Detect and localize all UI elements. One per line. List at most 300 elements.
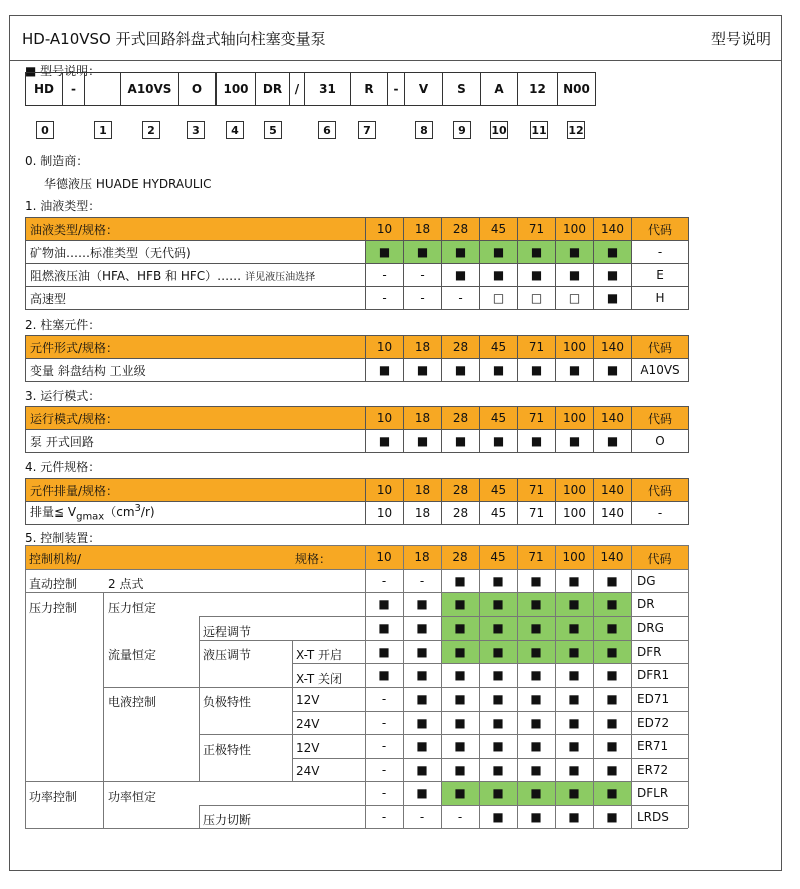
code-cell: ED71 [637,692,670,706]
document-header [10,16,781,61]
cell: ■ [404,241,442,264]
size-header: 100 [562,550,586,564]
size-header: 18 [404,479,442,502]
table-row [26,241,689,264]
size-header: 45 [480,218,518,241]
grid-line [365,616,688,617]
row-label [26,287,366,310]
code-cell: LRDS [637,810,669,824]
grid-line [365,663,688,664]
table-row [26,430,689,453]
cell: ■ [568,739,580,753]
cell: ■ [442,241,480,264]
header-label: 运行模式/规格： [26,407,366,430]
cell: - [404,287,442,310]
cell: □ [556,287,594,310]
size-header: 140 [594,218,632,241]
size-header: 71 [518,336,556,359]
label-remote: 远程调节 [203,625,252,639]
section-3-title: 3. 运行模式： [25,389,101,403]
cell: ■ [606,645,618,659]
grid-line [365,758,688,759]
grid-line [631,545,632,828]
size-header: 10 [366,218,404,241]
grid-line [292,663,365,664]
cell: - [419,574,425,588]
cell: ■ [530,763,542,777]
model-code-cell: 31 [304,72,351,106]
model-code-cell [84,72,121,106]
size-header: 45 [480,479,518,502]
grid-line [25,828,365,829]
grid-line [25,781,365,782]
model-code-cell: 100 [216,72,256,106]
size-header: 71 [518,218,556,241]
label-xt-open: X-T 开启 [296,648,342,662]
cell: ■ [530,597,542,611]
control-device-table [25,545,688,828]
cell: ■ [454,763,466,777]
table-header-row [26,218,689,241]
cell: ■ [594,359,632,382]
code-cell: - [632,502,689,525]
size-header: 18 [414,550,430,564]
cell: ■ [530,668,542,682]
cell: ■ [594,287,632,310]
header-label: 油液类型/规格： [26,218,366,241]
grid-line [688,545,689,828]
table-row [26,287,689,310]
grid-line [199,640,365,641]
label-positive: 正极特性 [203,743,252,757]
cell: ■ [606,786,618,800]
code-header: 代码 [647,552,672,566]
cell: 71 [518,502,556,525]
label-electro-hydraulic: 电液控制 [108,695,157,709]
size-header: 140 [594,479,632,502]
cell: 18 [404,502,442,525]
cell: ■ [492,597,504,611]
cell: - [381,692,387,706]
grid-line [199,734,365,735]
code-cell: DFLR [637,786,669,800]
cell: ■ [416,692,428,706]
cell: ■ [568,574,580,588]
cell: ■ [454,621,466,635]
label-superscript: 3 [134,503,141,515]
label-pressure-const: 压力恒定 [108,601,157,615]
grid-line [365,569,688,570]
cell: ■ [606,739,618,753]
size-header: 45 [480,336,518,359]
cell: ■ [568,692,580,706]
label-negative: 负极特性 [203,695,252,709]
cell: ■ [518,264,556,287]
grid-line [199,805,365,806]
cell: ■ [568,597,580,611]
cell: ■ [492,763,504,777]
cell: ■ [568,668,580,682]
grid-line [403,545,404,828]
cell: ■ [378,621,390,635]
code-cell: DFR [637,645,662,659]
cell: ■ [366,241,404,264]
cell: ■ [568,621,580,635]
grid-line [292,758,365,759]
cell: ■ [492,645,504,659]
model-code-cell: V [404,72,443,106]
size-header: 71 [518,407,556,430]
model-code-cell: R [350,72,388,106]
cell: ■ [518,241,556,264]
size-header: 100 [556,218,594,241]
section-4-title: 4. 元件规格： [25,460,101,474]
cell: ■ [404,430,442,453]
table-row [26,264,689,287]
label-hydraulic-adjust: 液压调节 [203,648,252,662]
cell: ■ [606,597,618,611]
table-row [26,502,689,525]
row-label: 泵 开式回路 [26,430,366,453]
grid-line [25,569,365,570]
label-2point: 2 点式 [108,577,144,591]
label-pressure-cut: 压力切断 [203,813,252,827]
grid-line [365,640,688,641]
cell: ■ [442,264,480,287]
cell: ■ [530,645,542,659]
label-power-const: 功率恒定 [108,790,157,804]
model-code-cell: DR [255,72,290,106]
label-subscript: gmax [76,511,105,523]
cell: ■ [454,786,466,800]
model-index-box: 11 [530,121,548,139]
cell: ■ [518,359,556,382]
cell: - [381,574,387,588]
header-label: 元件形式/规格： [26,336,366,359]
size-header: 10 [376,550,392,564]
grid-line [103,687,365,688]
grid-line [103,592,104,828]
grid-line [365,687,688,688]
cell: ■ [530,739,542,753]
model-index-box: 12 [567,121,585,139]
row-label-text: 高速型 [30,291,67,306]
row-label [26,502,366,525]
grid-line [199,640,200,781]
cell: 100 [556,502,594,525]
row-label-note: 详见液压油选择 [245,271,316,283]
model-code-cell: - [387,72,405,106]
grid-line [25,545,26,828]
model-index-box: 6 [318,121,336,139]
cell: - [381,786,387,800]
grid-line [441,545,442,828]
cell: ■ [568,763,580,777]
size-header: 10 [366,336,404,359]
cell: ■ [416,645,428,659]
header-label: 控制机构/ [29,552,82,566]
size-header: 18 [404,336,442,359]
cell: ■ [606,763,618,777]
model-index-box: 5 [264,121,282,139]
cell: ■ [530,574,542,588]
piston-element-table [25,335,689,382]
code-header: 代码 [632,479,689,502]
model-index-box: 7 [358,121,376,139]
label-part: 排量≦ V [30,505,77,520]
cell: ■ [480,264,518,287]
size-header: 28 [452,550,468,564]
code-cell: DRG [637,621,664,635]
grid-line [479,545,480,828]
cell: 140 [594,502,632,525]
grid-line [555,545,556,828]
cell: - [381,716,387,730]
model-code-cell: / [289,72,305,106]
size-header: 18 [404,407,442,430]
cell: ■ [530,692,542,706]
cell: ■ [492,739,504,753]
label-12v: 12V [296,741,320,755]
cell: ■ [454,597,466,611]
code-cell: ER72 [637,763,669,777]
cell: ■ [454,739,466,753]
model-index-box: 0 [36,121,54,139]
size-header: 10 [366,407,404,430]
cell: - [366,264,404,287]
cell: ■ [606,668,618,682]
cell: □ [518,287,556,310]
cell: - [442,287,480,310]
cell: ■ [530,786,542,800]
model-code-cell: S [442,72,481,106]
model-code-cell: - [62,72,85,106]
header-spec-label: 规格： [295,552,332,566]
size-header: 28 [442,218,480,241]
displacement-table [25,478,689,525]
label-power-control: 功率控制 [29,790,78,804]
model-code-cell: 12 [517,72,558,106]
section-0-title: 0. 制造商： [25,154,89,168]
size-header: 45 [490,550,506,564]
cell: ■ [594,264,632,287]
model-index-box: 8 [415,121,433,139]
size-header: 10 [366,479,404,502]
cell: - [381,810,387,824]
cell: ■ [454,645,466,659]
grid-line [365,805,688,806]
cell: ■ [530,810,542,824]
size-header: 28 [442,479,480,502]
label-24v: 24V [296,717,320,731]
cell: ■ [442,430,480,453]
grid-line [365,781,688,782]
cell: ■ [454,716,466,730]
cell: - [381,763,387,777]
model-code-cell: O [178,72,216,106]
row-label: 变量 斜盘结构 工业级 [26,359,366,382]
cell: ■ [480,241,518,264]
cell: ■ [530,621,542,635]
cell: ■ [378,597,390,611]
cell: ■ [454,574,466,588]
fluid-type-table [25,217,689,310]
cell: - [366,287,404,310]
grid-line [365,711,688,712]
size-header: 140 [594,407,632,430]
cell: ■ [594,241,632,264]
cell: ■ [492,668,504,682]
cell: ■ [492,810,504,824]
cell: ■ [606,692,618,706]
header-label: 元件排量/规格： [26,479,366,502]
row-label [26,241,366,264]
cell: ■ [366,430,404,453]
model-code-cell: A10VS [120,72,179,106]
grid-line [365,734,688,735]
cell: ■ [606,574,618,588]
label-part: /r) [140,505,155,520]
table-header-row [26,336,689,359]
code-cell: - [632,241,689,264]
cell: ■ [492,786,504,800]
grid-line [517,545,518,828]
model-code-cell: N00 [557,72,596,106]
label-12v: 12V [296,693,320,707]
cell: 10 [366,502,404,525]
size-header: 100 [556,336,594,359]
label-direct: 直动控制 [29,577,78,591]
size-header: 71 [528,550,544,564]
size-header: 100 [556,407,594,430]
size-header: 18 [404,218,442,241]
model-code-cell: HD [25,72,63,106]
model-index-box: 9 [453,121,471,139]
table-header-row [26,407,689,430]
cell: ■ [492,621,504,635]
model-index-box: 4 [226,121,244,139]
section-5-title: 5. 控制装置： [25,531,101,545]
code-cell: O [632,430,689,453]
code-cell: DFR1 [637,668,670,682]
cell: ■ [568,645,580,659]
cell: ■ [454,668,466,682]
cell: - [457,810,463,824]
cell: ■ [378,668,390,682]
model-section-title: ■ 型号说明： [25,64,101,78]
cell: ■ [492,692,504,706]
cell: ■ [416,597,428,611]
grid-line [25,545,688,546]
model-index-box: 1 [94,121,112,139]
cell: ■ [480,430,518,453]
code-header: 代码 [632,218,689,241]
cell: ■ [378,645,390,659]
size-header: 140 [594,336,632,359]
label-part: （cm [104,505,135,520]
section-2-title: 2. 柱塞元件： [25,318,101,332]
cell: ■ [404,359,442,382]
code-cell: DG [637,574,656,588]
label-24v: 24V [296,764,320,778]
label-pressure-control: 压力控制 [29,601,78,615]
cell: ■ [568,786,580,800]
cell: ■ [568,810,580,824]
label-xt-close: X-T 关闭 [296,672,342,686]
code-cell: DR [637,597,655,611]
cell: - [419,810,425,824]
grid-line [199,616,200,640]
cell: - [381,739,387,753]
cell: ■ [454,692,466,706]
cell: - [404,264,442,287]
cell: ■ [606,621,618,635]
cell: ■ [606,810,618,824]
grid-line [365,592,688,593]
cell: 45 [480,502,518,525]
size-header: 140 [600,550,624,564]
cell: ■ [416,763,428,777]
cell: ■ [556,241,594,264]
code-cell: ER71 [637,739,669,753]
size-header: 100 [556,479,594,502]
cell: ■ [556,359,594,382]
row-label-text: 矿物油……标准类型（无代码) [30,245,191,260]
header-right-label: 型号说明 [710,30,771,48]
model-index-box: 2 [142,121,160,139]
grid-line [292,640,293,781]
grid-line [292,711,365,712]
manufacturer-value: 华德液压 HUADE HYDRAULIC [44,177,212,191]
code-cell: ED72 [637,716,670,730]
label-flow-const: 流量恒定 [108,648,157,662]
size-header: 45 [480,407,518,430]
row-label-text: 阻燃液压油（HFA、HFB 和 HFC）…… [30,268,242,283]
cell: 28 [442,502,480,525]
cell: ■ [606,716,618,730]
cell: ■ [556,430,594,453]
size-header: 28 [442,336,480,359]
model-index-box: 10 [490,121,508,139]
section-1-title: 1. 油液类型： [25,199,101,213]
size-header: 28 [442,407,480,430]
code-header: 代码 [632,407,689,430]
cell: ■ [556,264,594,287]
cell: ■ [416,786,428,800]
cell: ■ [416,621,428,635]
cell: □ [480,287,518,310]
grid-line [365,545,366,828]
cell: ■ [492,716,504,730]
cell: ■ [416,716,428,730]
cell: ■ [492,574,504,588]
grid-line [199,616,365,617]
cell: ■ [594,430,632,453]
cell: ■ [442,359,480,382]
cell: ■ [530,716,542,730]
cell: ■ [366,359,404,382]
code-header: 代码 [632,336,689,359]
code-cell: H [632,287,689,310]
size-header: 71 [518,479,556,502]
page-title: HD-A10VSO 开式回路斜盘式轴向柱塞变量泵 [22,30,326,48]
cell: ■ [480,359,518,382]
model-code-cell: A [480,72,518,106]
cell: ■ [416,739,428,753]
grid-line [25,592,365,593]
cell: ■ [416,668,428,682]
code-cell: A10VS [632,359,689,382]
